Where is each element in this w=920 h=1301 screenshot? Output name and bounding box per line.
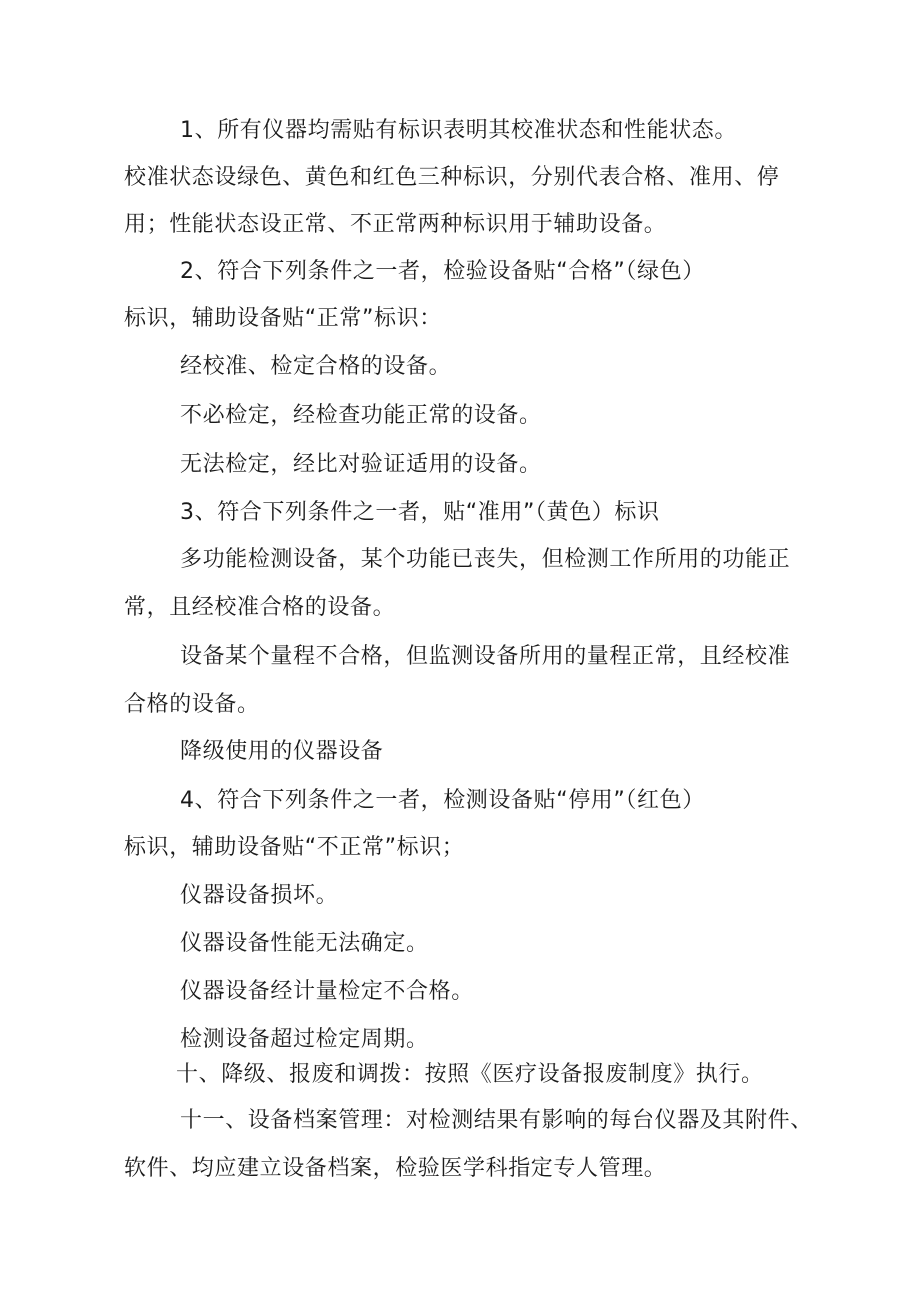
- clause-4-item-4: 检测设备超过检定周期。: [180, 1027, 429, 1052]
- clause-1-line-3: 用；性能状态设正常、不正常两种标识用于辅助设备。: [124, 212, 667, 237]
- clause-2-line-2: 标识，辅助设备贴“正常”标识：: [124, 306, 442, 331]
- clause-1-line-1: 1、所有仪器均需贴有标识表明其校准状态和性能状态。: [180, 118, 737, 143]
- clause-2-item-1: 经校准、检定合格的设备。: [180, 354, 452, 379]
- clause-2-item-2: 不必检定，经检查功能正常的设备。: [180, 403, 542, 428]
- clause-2-line-1: 2、符合下列条件之一者，检验设备贴“合格”（绿色）: [180, 259, 705, 284]
- section-10-line: 十、降级、报废和调拨：按照《医疗设备报废制度》执行。: [176, 1062, 764, 1087]
- clause-3-line-1: 3、符合下列条件之一者，贴“准用”（黄色）标识: [180, 500, 660, 525]
- clause-1-line-2: 校准状态设绿色、黄色和红色三种标识，分别代表合格、准用、停: [124, 165, 780, 190]
- clause-3-item-2-line-1: 设备某个量程不合格，但监测设备所用的量程正常，且经校准: [180, 644, 791, 669]
- clause-2-item-3: 无法检定，经比对验证适用的设备。: [180, 452, 542, 477]
- clause-3-item-3: 降级使用的仪器设备: [180, 739, 384, 764]
- clause-3-item-1-line-1: 多功能检测设备，某个功能已丧失，但检测工作所用的功能正: [180, 547, 791, 572]
- clause-4-item-1: 仪器设备损坏。: [180, 883, 339, 908]
- clause-4-item-3: 仪器设备经计量检定不合格。: [180, 979, 474, 1004]
- section-11-line-1: 十一、设备档案管理：对检测结果有影响的每台仪器及其附件、: [180, 1108, 813, 1133]
- clause-4-line-2: 标识，辅助设备贴“不正常”标识；: [124, 835, 465, 860]
- clause-4-item-2: 仪器设备性能无法确定。: [180, 931, 429, 956]
- section-11-line-2: 软件、均应建立设备档案，检验医学科指定专人管理。: [124, 1156, 667, 1181]
- clause-3-item-1-line-2: 常，且经校准合格的设备。: [124, 595, 396, 620]
- clause-3-item-2-line-2: 合格的设备。: [124, 692, 260, 717]
- clause-4-line-1: 4、符合下列条件之一者，检测设备贴“停用”（红色）: [180, 788, 705, 813]
